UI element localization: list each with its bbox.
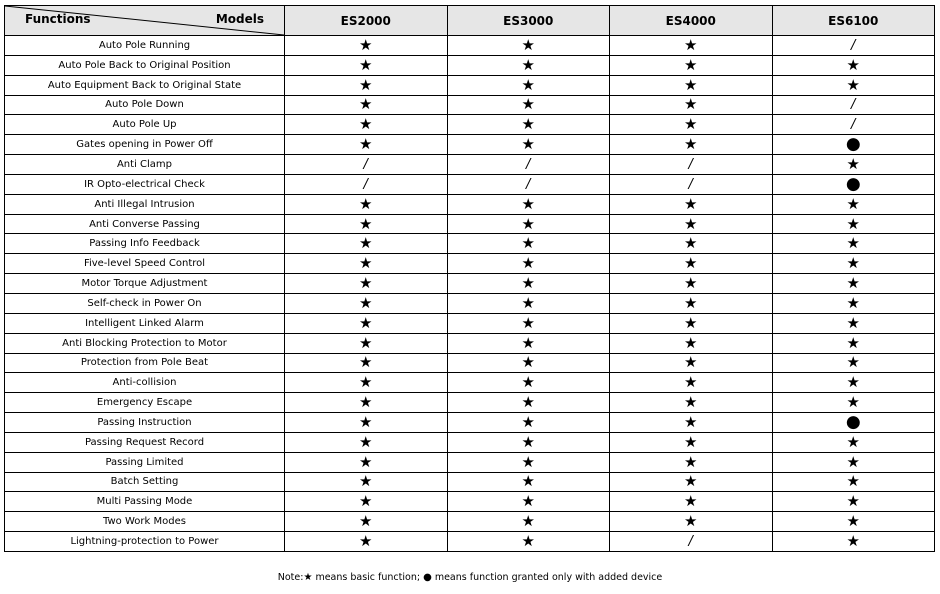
support-cell [772,313,935,333]
star-icon: ★ [846,353,860,372]
function-name: Auto Pole Running [5,36,285,56]
support-cell [285,234,448,254]
table-row [5,214,935,234]
star-icon: ★ [359,373,373,392]
support-cell [772,333,935,353]
support-cell [610,532,773,552]
star-icon: ★ [846,214,860,233]
star-icon: ★ [359,492,373,511]
star-icon: ★ [846,293,860,312]
dot-icon: ● [845,134,861,155]
function-name: IR Opto-electrical Check [5,174,285,194]
support-cell [447,373,610,393]
function-name: Passing Instruction [5,413,285,433]
support-cell [447,274,610,294]
support-cell [610,492,773,512]
support-cell [285,55,448,75]
star-icon: ★ [846,512,860,531]
star-icon: ★ [684,353,698,372]
support-cell [285,492,448,512]
support-cell [285,254,448,274]
star-icon: ★ [359,115,373,134]
function-name: Auto Pole Back to Original Position [5,55,285,75]
support-cell [610,512,773,532]
star-icon: ★ [684,214,698,233]
support-cell [610,432,773,452]
support-cell [772,432,935,452]
function-name: Anti-collision [5,373,285,393]
star-icon: ★ [521,412,535,431]
star-icon: ★ [684,412,698,431]
legend-note [0,572,940,583]
star-icon: ★ [684,333,698,352]
table-row [5,413,935,433]
slash-icon: / [363,176,368,192]
star-icon: ★ [684,194,698,213]
table-row [5,174,935,194]
star-icon: ★ [359,313,373,332]
support-cell [610,373,773,393]
support-cell [610,155,773,175]
support-cell [447,432,610,452]
star-icon: ★ [684,313,698,332]
star-icon: ★ [846,194,860,213]
support-cell [447,393,610,413]
support-cell [285,353,448,373]
support-cell [610,313,773,333]
star-icon: ★ [684,393,698,412]
support-cell [285,393,448,413]
dot-legend-text: means function granted only with added device [431,572,663,583]
star-icon: ★ [521,75,535,94]
table-row [5,36,935,56]
function-name: Multi Passing Mode [5,492,285,512]
function-name: Gates opening in Power Off [5,135,285,155]
support-cell [285,532,448,552]
star-icon: ★ [359,432,373,451]
support-cell [610,174,773,194]
function-name: Emergency Escape [5,393,285,413]
model-header-es3000: ES3000 [447,6,610,36]
support-cell [285,333,448,353]
star-legend-text: means basic function; [312,572,421,583]
star-icon: ★ [359,254,373,273]
star-icon: ★ [521,452,535,471]
star-icon: ★ [359,293,373,312]
star-icon: ★ [521,35,535,54]
support-cell [447,234,610,254]
support-cell [610,115,773,135]
slash-icon: / [526,156,531,172]
function-name: Auto Equipment Back to Original State [5,75,285,95]
support-cell [447,155,610,175]
support-cell [447,353,610,373]
support-cell [772,234,935,254]
functions-label: Functions [25,12,91,26]
support-cell [285,373,448,393]
support-cell [772,254,935,274]
header-corner-cell [5,6,285,36]
header-row [5,6,935,36]
star-icon: ★ [521,532,535,551]
support-cell [610,254,773,274]
table-row [5,293,935,313]
support-cell [285,214,448,234]
table-row [5,155,935,175]
support-cell [285,155,448,175]
star-icon: ★ [521,55,535,74]
function-name: Anti Clamp [5,155,285,175]
support-cell [772,452,935,472]
support-cell [772,174,935,194]
star-icon: ★ [684,472,698,491]
star-icon: ★ [684,373,698,392]
star-icon: ★ [521,373,535,392]
star-icon: ★ [359,452,373,471]
support-cell [772,36,935,56]
function-name: Passing Info Feedback [5,234,285,254]
slash-icon: / [688,534,693,550]
dot-icon: ● [845,173,861,194]
star-icon: ★ [521,234,535,253]
support-cell [447,194,610,214]
star-icon: ★ [521,214,535,233]
function-name: Two Work Modes [5,512,285,532]
star-icon: ★ [521,313,535,332]
table-row [5,452,935,472]
star-icon: ★ [684,512,698,531]
star-icon: ★ [359,274,373,293]
dot-legend-icon: ● [423,572,432,583]
support-cell [447,492,610,512]
support-cell [610,95,773,115]
star-icon: ★ [521,353,535,372]
star-icon: ★ [359,472,373,491]
star-icon: ★ [684,135,698,154]
support-cell [610,293,773,313]
function-name: Self-check in Power On [5,293,285,313]
support-cell [285,135,448,155]
star-icon: ★ [521,293,535,312]
support-cell [447,36,610,56]
star-icon: ★ [521,254,535,273]
star-icon: ★ [846,373,860,392]
table-row [5,274,935,294]
star-icon: ★ [521,512,535,531]
star-icon: ★ [684,293,698,312]
star-icon: ★ [521,95,535,114]
table-row [5,115,935,135]
star-icon: ★ [521,274,535,293]
support-cell [285,313,448,333]
function-name: Passing Request Record [5,432,285,452]
support-cell [447,313,610,333]
support-cell [447,333,610,353]
support-cell [447,532,610,552]
star-icon: ★ [359,412,373,431]
star-icon: ★ [359,512,373,531]
table-row [5,373,935,393]
slash-icon: / [851,117,856,133]
support-cell [772,293,935,313]
support-cell [285,452,448,472]
models-label: Models [215,12,264,26]
support-cell [285,194,448,214]
star-icon: ★ [846,254,860,273]
support-cell [610,234,773,254]
slash-icon: / [526,176,531,192]
support-cell [447,75,610,95]
table-row [5,313,935,333]
support-cell [772,512,935,532]
function-name: Protection from Pole Beat [5,353,285,373]
star-icon: ★ [684,95,698,114]
star-legend-icon: ★ [303,572,313,583]
support-cell [610,36,773,56]
support-cell [285,413,448,433]
support-cell [447,452,610,472]
support-cell [447,512,610,532]
star-icon: ★ [846,333,860,352]
star-icon: ★ [521,393,535,412]
support-cell [610,135,773,155]
star-icon: ★ [521,432,535,451]
model-header-es4000: ES4000 [610,6,773,36]
table-row [5,75,935,95]
support-cell [772,155,935,175]
star-icon: ★ [846,75,860,94]
support-cell [610,214,773,234]
support-cell [772,55,935,75]
star-icon: ★ [359,135,373,154]
star-icon: ★ [359,333,373,352]
support-cell [610,472,773,492]
support-cell [772,373,935,393]
support-cell [772,393,935,413]
star-icon: ★ [684,254,698,273]
star-icon: ★ [684,452,698,471]
support-cell [772,492,935,512]
star-icon: ★ [846,472,860,491]
support-cell [447,95,610,115]
function-name: Auto Pole Up [5,115,285,135]
support-cell [447,254,610,274]
star-icon: ★ [521,492,535,511]
star-icon: ★ [846,452,860,471]
support-cell [285,512,448,532]
table-row [5,492,935,512]
support-cell [610,75,773,95]
function-name: Auto Pole Down [5,95,285,115]
star-icon: ★ [846,154,860,173]
star-icon: ★ [684,492,698,511]
support-cell [285,274,448,294]
star-icon: ★ [359,95,373,114]
slash-icon: / [688,156,693,172]
star-icon: ★ [846,55,860,74]
support-cell [772,532,935,552]
support-cell [447,55,610,75]
support-cell [285,95,448,115]
star-icon: ★ [359,35,373,54]
star-icon: ★ [684,234,698,253]
star-icon: ★ [359,55,373,74]
support-cell [285,36,448,56]
table-row [5,95,935,115]
star-icon: ★ [846,532,860,551]
support-cell [447,115,610,135]
star-icon: ★ [684,55,698,74]
support-cell [610,333,773,353]
dot-icon: ● [845,411,861,432]
star-icon: ★ [846,432,860,451]
star-icon: ★ [684,432,698,451]
support-cell [447,174,610,194]
star-icon: ★ [521,333,535,352]
star-icon: ★ [846,274,860,293]
table-row [5,254,935,274]
support-cell [772,75,935,95]
star-icon: ★ [521,194,535,213]
support-cell [772,194,935,214]
support-cell [610,413,773,433]
support-cell [772,353,935,373]
star-icon: ★ [359,234,373,253]
slash-icon: / [851,97,856,113]
function-name: Intelligent Linked Alarm [5,313,285,333]
function-comparison-table [4,5,935,552]
support-cell [447,214,610,234]
table-row [5,472,935,492]
support-cell [285,293,448,313]
function-name: Anti Blocking Protection to Motor [5,333,285,353]
star-icon: ★ [359,194,373,213]
star-icon: ★ [521,115,535,134]
table-row [5,393,935,413]
star-icon: ★ [359,353,373,372]
support-cell [447,472,610,492]
support-cell [772,413,935,433]
star-icon: ★ [684,75,698,94]
model-header-es2000: ES2000 [285,6,448,36]
star-icon: ★ [521,472,535,491]
model-header-es6100: ES6100 [772,6,935,36]
star-icon: ★ [684,274,698,293]
star-icon: ★ [846,393,860,412]
table-row [5,432,935,452]
support-cell [772,274,935,294]
function-name: Anti Illegal Intrusion [5,194,285,214]
support-cell [610,194,773,214]
support-cell [772,95,935,115]
table-row [5,55,935,75]
support-cell [447,135,610,155]
star-icon: ★ [846,492,860,511]
table-row [5,333,935,353]
star-icon: ★ [359,532,373,551]
function-name: Batch Setting [5,472,285,492]
slash-icon: / [363,156,368,172]
star-icon: ★ [684,115,698,134]
function-name: Lightning-protection to Power [5,532,285,552]
support-cell [610,452,773,472]
support-cell [610,274,773,294]
support-cell [447,293,610,313]
note-prefix: Note: [277,572,304,583]
support-cell [447,413,610,433]
star-icon: ★ [846,313,860,332]
star-icon: ★ [359,393,373,412]
support-cell [610,353,773,373]
star-icon: ★ [846,234,860,253]
star-icon: ★ [684,35,698,54]
support-cell [610,55,773,75]
function-name: Passing Limited [5,452,285,472]
support-cell [610,393,773,413]
support-cell [285,472,448,492]
function-name: Five-level Speed Control [5,254,285,274]
support-cell [772,115,935,135]
table-row [5,234,935,254]
table-row [5,532,935,552]
support-cell [285,75,448,95]
support-cell [285,432,448,452]
slash-icon: / [688,176,693,192]
star-icon: ★ [359,214,373,233]
support-cell [772,135,935,155]
table-row [5,512,935,532]
function-name: Anti Converse Passing [5,214,285,234]
table-row [5,135,935,155]
function-name: Motor Torque Adjustment [5,274,285,294]
star-icon: ★ [359,75,373,94]
support-cell [285,115,448,135]
star-icon: ★ [521,135,535,154]
table-row [5,194,935,214]
table-row [5,353,935,373]
slash-icon: / [851,37,856,53]
support-cell [772,472,935,492]
support-cell [285,174,448,194]
support-cell [772,214,935,234]
